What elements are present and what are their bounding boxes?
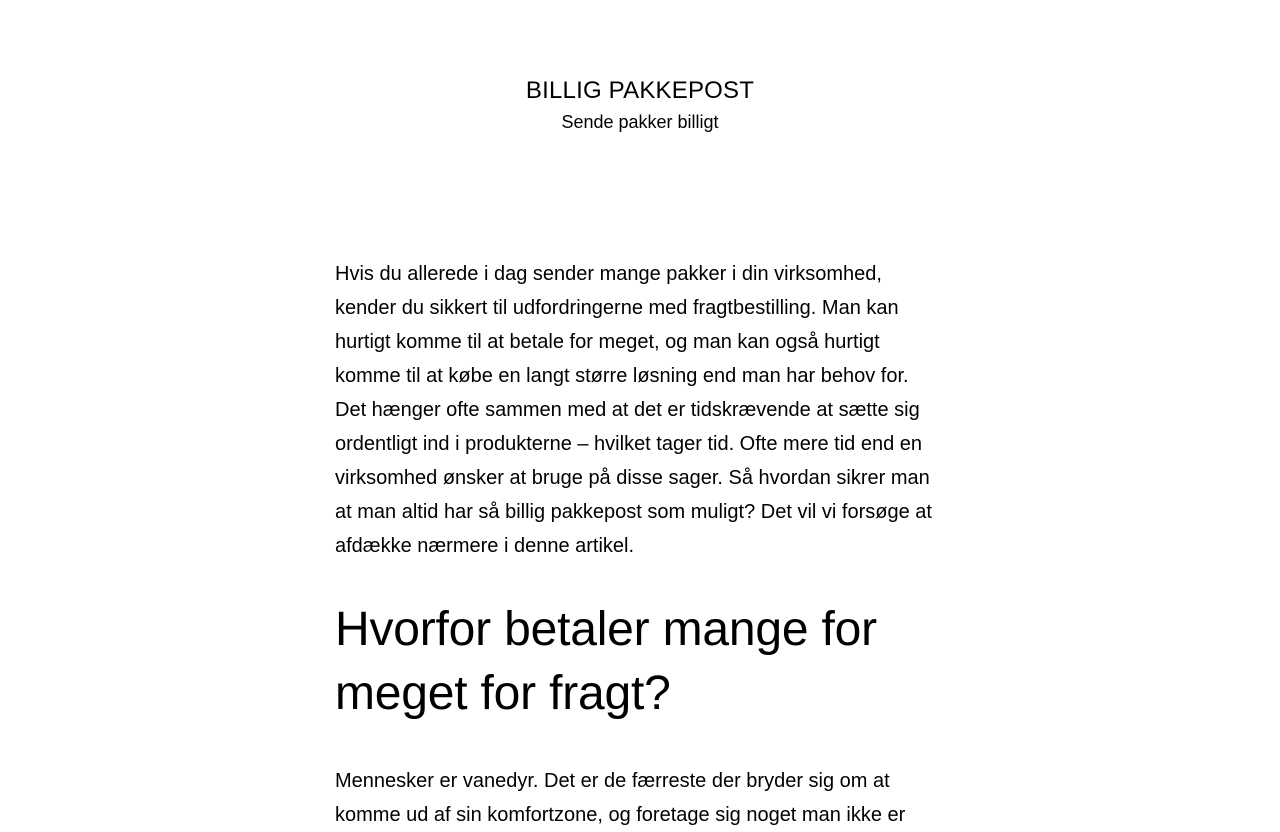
site-tagline: Sende pakker billigt <box>561 112 719 132</box>
section-paragraph: Mennesker er vanedyr. Det er de færreste der bryder sig om at komme ud af sin komfortzone, og foretage sig noget man ikke er <box>335 770 906 826</box>
site-header <box>0 0 1280 134</box>
intro-paragraph: Hvis du allerede i dag sender mange pakker i din virksomhed, kender du sikkert til udfordringerne med fragtbestilling. Man kan hurtigt komme til at betale for meget, og man kan også hurtigt komme til at købe en langt større løsning end man har behov for. Det hænger ofte sammen med at det er tidskrævende at sætte sig ordentligt ind i produkterne – hvilket tager tid. Ofte mere tid end en virksomhed ønsker at bruge på disse sager. Så hvordan sikrer man at man altid har så billig pakkepost som muligt? Det vil vi forsøge at afdække nærmere i denne artikel. <box>335 263 932 557</box>
section-heading: Hvorfor betaler mange for meget for fragt? <box>335 603 877 720</box>
article-content <box>335 257 945 832</box>
site-title-link[interactable]: BILLIG PAKKEPOST <box>525 77 755 104</box>
